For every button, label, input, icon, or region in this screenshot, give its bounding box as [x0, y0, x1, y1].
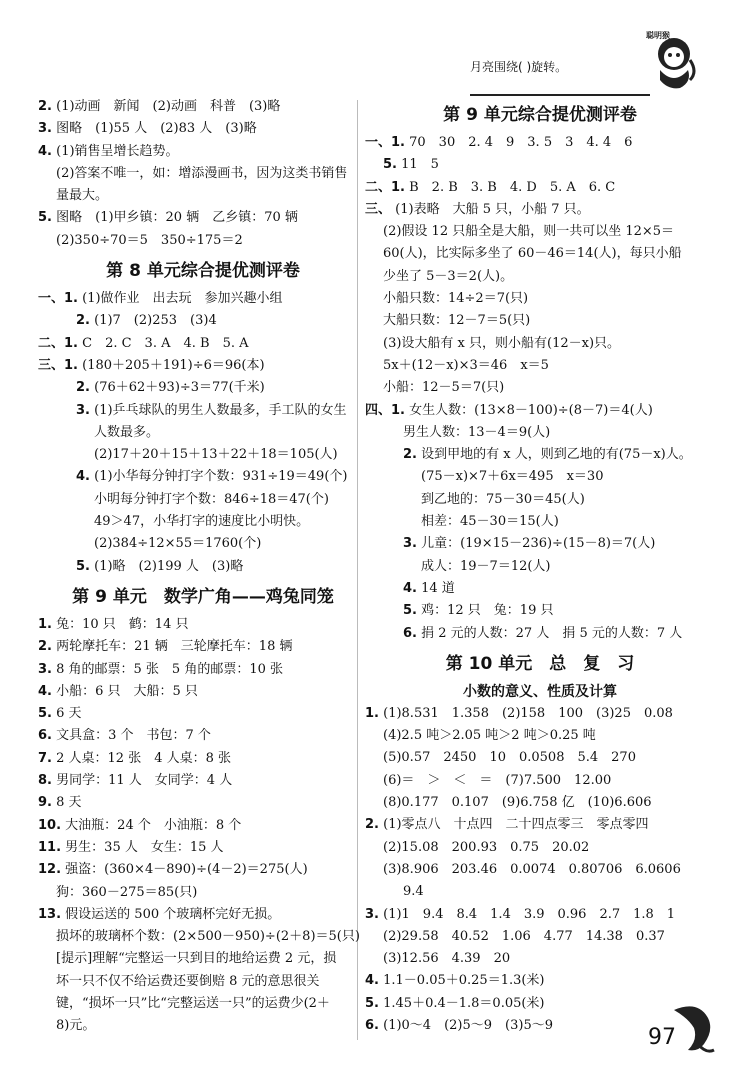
answer-text: 1.1－0.05＋0.25＝1.3(米) — [383, 973, 545, 989]
answer-text: (2)假设 12 只船全是大船，则一共可以坐 12×5＝ — [383, 224, 675, 240]
question-number: 二、1. — [38, 335, 78, 351]
answer-line — [365, 377, 715, 399]
answer-line — [38, 118, 368, 140]
question-number: 9. — [38, 795, 52, 811]
question-number: 8. — [38, 773, 52, 789]
answer-line — [365, 970, 715, 992]
answer-line — [38, 703, 368, 725]
answer-line — [365, 511, 715, 533]
answer-line — [365, 288, 715, 310]
answer-line — [365, 904, 715, 926]
answer-line — [38, 770, 368, 792]
answer-text: 损坏的玻璃杯个数：(2×500－950)÷(2＋8)＝5(只) — [56, 929, 360, 945]
question-number: 1. — [38, 616, 52, 632]
question-number: 一、1. — [38, 291, 78, 307]
answer-text: (1)7 (2)253 (3)4 — [94, 313, 217, 329]
answer-line — [38, 859, 368, 881]
answer-line — [365, 623, 715, 645]
answer-text: (2)17＋20＋15＋13＋22＋18＝105(人) — [94, 447, 338, 463]
answer-line — [365, 770, 715, 792]
answer-line — [365, 703, 715, 725]
answer-line — [365, 466, 715, 488]
answer-text: 小船：6 只 大船：5 只 — [56, 683, 198, 699]
question-number: 6. — [365, 1017, 379, 1033]
answer-line — [38, 444, 368, 466]
answer-line — [365, 993, 715, 1015]
question-number: 5. — [403, 603, 417, 619]
answer-text: (1)销售呈增长趋势。 — [56, 143, 179, 159]
logo-text: 聪明猴 — [646, 31, 670, 40]
section-title: 第 8 单元综合提优测评卷 — [106, 261, 300, 282]
question-number: 4. — [76, 469, 90, 485]
answer-line — [365, 814, 715, 836]
answer-text: 70 30 2. 4 9 3. 5 3 4. 4 6 — [409, 135, 633, 150]
answer-line — [365, 444, 715, 466]
question-number: 4. — [38, 683, 52, 699]
page-number: 97 — [648, 1025, 676, 1050]
answer-text: (1)做作业 出去玩 参加兴趣小组 — [82, 291, 283, 307]
answer-line — [38, 422, 368, 444]
question-number: 二、1. — [365, 179, 405, 195]
answer-line — [38, 815, 368, 837]
answer-text: 图略 (1)甲乡镇：20 辆 乙乡镇：70 辆 — [56, 210, 298, 226]
answer-text: 2 人桌：12 张 4 人桌：8 张 — [56, 750, 232, 766]
answer-line — [365, 926, 715, 948]
question-number: 三、1. — [38, 357, 78, 373]
answer-line — [365, 199, 715, 221]
answer-text: 6 天 — [56, 706, 82, 722]
header-text: 月亮围绕( )旋转。 — [470, 60, 568, 74]
answer-line — [38, 207, 368, 229]
answer-text: 女生人数：(13×8－100)÷(8－7)＝4(人) — [409, 402, 653, 418]
answer-line — [38, 556, 368, 578]
answer-text: (2)答案不唯一，如：增添漫画书，因为这类书销售 — [56, 165, 348, 181]
answer-text: (75－x)×7＋6x＝495 x＝30 — [421, 469, 604, 485]
answer-line — [38, 792, 368, 814]
answer-text: (2)350÷70＝5 350÷175＝2 — [56, 232, 243, 248]
answer-line — [365, 132, 715, 154]
answer-text: (1)零点八 十点四 二十四点零三 零点零四 — [383, 817, 649, 833]
answer-text: 图略 (1)55 人 (2)83 人 (3)略 — [56, 121, 257, 137]
answer-line — [38, 163, 368, 185]
question-number: 一、1. — [365, 135, 405, 150]
answer-line — [365, 154, 715, 176]
question-number: 5. — [38, 210, 52, 226]
answer-text: 14 道 — [421, 580, 455, 596]
question-number: 3. — [403, 536, 417, 552]
answer-line — [365, 221, 715, 243]
answer-line — [38, 614, 368, 636]
answer-text: (1)乒乓球队的男生人数最多，手工队的女生 — [94, 402, 347, 418]
monkey-logo-icon — [640, 20, 698, 92]
answer-line — [365, 725, 715, 747]
answer-text: 男同学：11 人 女同学：4 人 — [56, 773, 233, 789]
question-number: 4. — [38, 143, 52, 159]
answer-text: (1)略 (2)199 人 (3)略 — [94, 558, 244, 574]
answer-line — [365, 792, 715, 814]
question-number: 3. — [38, 121, 52, 137]
answer-line — [38, 725, 368, 747]
answer-text: 量最大。 — [56, 188, 109, 204]
answer-line — [365, 177, 715, 199]
answer-text: 9.4 — [403, 884, 424, 900]
answer-line — [38, 926, 368, 948]
answer-text: 小船只数：14÷2＝7(只) — [383, 291, 529, 307]
question-number: 4. — [403, 580, 417, 596]
answer-text: (180＋205＋191)÷6＝96(本) — [82, 357, 265, 373]
answer-line — [38, 533, 368, 555]
question-number: 3. — [38, 661, 52, 677]
answer-text: (1)0～4 (2)5～9 (3)5～9 — [383, 1017, 553, 1033]
answer-line — [38, 636, 368, 658]
question-number: 6. — [38, 728, 52, 744]
answer-text: 60(人)，比实际多坐了 60－46＝14(人)，每只小船 — [383, 246, 682, 262]
answer-text: 5x＋(12－x)×3＝46 x＝5 — [383, 357, 549, 373]
answer-line — [38, 185, 368, 207]
question-number: 5. — [365, 995, 379, 1011]
answer-line — [365, 266, 715, 288]
answer-text: B 2. B 3. B 4. D 5. A 6. C — [409, 179, 616, 195]
question-number: 10. — [38, 817, 62, 833]
answer-line — [38, 993, 368, 1015]
question-number: 11. — [38, 839, 62, 855]
answer-line — [365, 333, 715, 355]
answer-text: (1)1 9.4 8.4 1.4 3.9 0.96 2.7 1.8 1 — [383, 906, 676, 922]
answer-line — [38, 511, 368, 533]
answer-line — [365, 400, 715, 422]
section-title: 第 10 单元 总 复 习 — [445, 653, 635, 674]
answer-text: 8)元。 — [56, 1018, 96, 1034]
answer-text: [提示]理解“完整运一只到目的地给运费 2 元，损 — [56, 951, 337, 967]
answer-text: (1)8.531 1.358 (2)158 100 (3)25 0.08 — [383, 705, 673, 721]
answer-line — [365, 243, 715, 265]
answer-line — [38, 333, 368, 355]
answer-line — [38, 141, 368, 163]
answer-text: 人数最多。 — [94, 424, 160, 440]
answer-text: (1)表略 大船 5 只，小船 7 只。 — [395, 201, 590, 217]
answer-text: 8 角的邮票：5 张 5 角的邮票：10 张 — [56, 661, 284, 677]
answer-line — [38, 400, 368, 422]
question-number: 6. — [403, 625, 417, 641]
question-number: 3. — [76, 402, 90, 418]
answer-line — [365, 948, 715, 970]
answer-text: 键，“损坏一只”比“完整运送一只”的运费少(2＋ — [56, 995, 330, 1011]
section-title: 第 9 单元 数学广角——鸡兔同笼 — [72, 586, 334, 607]
question-number: 2. — [38, 639, 52, 655]
answer-line — [365, 837, 715, 859]
answer-line — [38, 355, 368, 377]
question-number: 2. — [38, 99, 52, 114]
answer-text: 坏一只不仅不给运费还要倒赔 8 元的意思很关 — [56, 973, 320, 989]
answer-text: (6)＝ ＞ ＜ ＝ (7)7.500 12.00 — [383, 772, 612, 788]
answer-text: 大船只数：12－7＝5(只) — [383, 313, 531, 329]
question-number: 5. — [76, 558, 90, 574]
answer-line — [38, 377, 368, 399]
answer-text: (1)动画 新闻 (2)动画 科普 (3)略 — [56, 99, 281, 114]
answer-text: 相差：45－30＝15(人) — [421, 514, 559, 530]
left-column — [38, 96, 368, 1038]
answer-text: (2)29.58 40.52 1.06 4.77 14.38 0.37 — [383, 928, 665, 944]
answer-text: 1.45＋0.4－1.8＝0.05(米) — [383, 995, 545, 1011]
answer-line — [38, 948, 368, 970]
answer-line — [365, 533, 715, 555]
question-number: 2. — [76, 313, 90, 329]
answer-line — [38, 96, 368, 118]
answer-text: (2)15.08 200.93 0.75 20.02 — [383, 839, 590, 855]
answer-line — [365, 310, 715, 332]
answer-line — [38, 837, 368, 859]
answer-line — [38, 882, 368, 904]
answer-line — [365, 578, 715, 600]
answer-text: 8 天 — [56, 795, 82, 811]
answer-text: 男生：35 人 女生：15 人 — [65, 839, 224, 855]
answer-text: 设到甲地的有 x 人，则到乙地的有(75－x)人。 — [421, 447, 692, 463]
answer-text: 男生人数：13－4＝9(人) — [403, 424, 551, 440]
question-number: 2. — [365, 817, 379, 833]
answer-line — [38, 489, 368, 511]
answer-text: 兔：10 只 鹤：14 只 — [56, 616, 189, 632]
answer-text: (1)小华每分钟打字个数：931÷19＝49(个) — [94, 469, 348, 485]
answer-text: 11 5 — [401, 157, 439, 173]
answer-text: C 2. C 3. A 4. B 5. A — [82, 335, 249, 351]
answer-line — [38, 748, 368, 770]
question-number: 3. — [365, 906, 379, 922]
question-number: 四、1. — [365, 402, 405, 418]
answer-line — [365, 859, 715, 881]
question-number: 5. — [383, 157, 397, 173]
answer-text: 文具盒：3 个 书包：7 个 — [56, 728, 211, 744]
answer-text: (5)0.57 2450 10 0.0508 5.4 270 — [383, 750, 636, 766]
answer-line — [38, 466, 368, 488]
answer-line — [365, 747, 715, 769]
answer-text: 小船：12－5＝7(只) — [383, 380, 505, 396]
question-number: 13. — [38, 906, 62, 922]
section-subtitle: 小数的意义、性质及计算 — [463, 683, 617, 700]
question-number: 2. — [76, 380, 90, 396]
answer-text: 少坐了 5－3＝2(人)。 — [383, 268, 514, 284]
answer-text: (2)384÷12×55＝1760(个) — [94, 536, 262, 552]
answer-line — [38, 659, 368, 681]
answer-text: 狗：360－275＝85(只) — [56, 884, 198, 900]
answer-text: 捐 2 元的人数：27 人 捐 5 元的人数：7 人 — [421, 625, 683, 641]
answer-line — [38, 288, 368, 310]
answer-line — [38, 1015, 368, 1037]
answer-line — [365, 600, 715, 622]
answer-text: (8)0.177 0.107 (9)6.758 亿 (10)6.606 — [383, 795, 652, 811]
answer-text: 大油瓶：24 个 小油瓶：8 个 — [65, 817, 242, 833]
answer-text: 假设运送的 500 个玻璃杯完好无损。 — [65, 906, 281, 922]
answer-line — [38, 904, 368, 926]
answer-line — [365, 355, 715, 377]
answer-text: 49＞47，小华打字的速度比小明快。 — [94, 514, 310, 530]
answer-line — [38, 230, 368, 252]
answer-line — [365, 881, 715, 903]
question-number: 2. — [403, 447, 417, 463]
answer-text: 小明每分钟打字个数：846÷18＝47(个) — [94, 491, 329, 507]
question-number: 4. — [365, 973, 379, 989]
answer-text: 鸡：12 只 兔：19 只 — [421, 603, 554, 619]
answer-text: 成人：19－7＝12(人) — [421, 558, 551, 574]
question-number: 三、 — [365, 201, 392, 217]
section-title: 第 9 单元综合提优测评卷 — [443, 105, 637, 125]
answer-text: (3)8.906 203.46 0.0074 0.80706 6.0606 — [383, 861, 681, 877]
answer-text: (3)12.56 4.39 20 — [383, 951, 511, 967]
question-number: 7. — [38, 750, 52, 766]
answer-line — [365, 489, 715, 511]
question-number: 12. — [38, 862, 62, 878]
answer-text: 强盗：(360×4－890)÷(4－2)＝275(人) — [65, 862, 308, 878]
answer-line — [365, 422, 715, 444]
answer-text: 儿童：(19×15－236)÷(15－8)＝7(人) — [421, 536, 656, 552]
answer-line — [38, 681, 368, 703]
answer-line — [38, 971, 368, 993]
answer-text: 两轮摩托车：21 辆 三轮摩托车：18 辆 — [56, 639, 293, 655]
question-number: 1. — [365, 705, 379, 721]
answer-text: (3)设大船有 x 只，则小船有(12－x)只。 — [383, 335, 621, 351]
answer-text: (76＋62＋93)÷3＝77(千米) — [94, 380, 265, 396]
question-number: 5. — [38, 706, 52, 722]
answer-text: (4)2.5 吨＞2.05 吨＞2 吨＞0.25 吨 — [383, 728, 596, 744]
answer-line — [38, 310, 368, 332]
right-column — [365, 96, 715, 1037]
answer-line — [365, 556, 715, 578]
answer-text: 到乙地的：75－30＝45(人) — [421, 491, 585, 507]
